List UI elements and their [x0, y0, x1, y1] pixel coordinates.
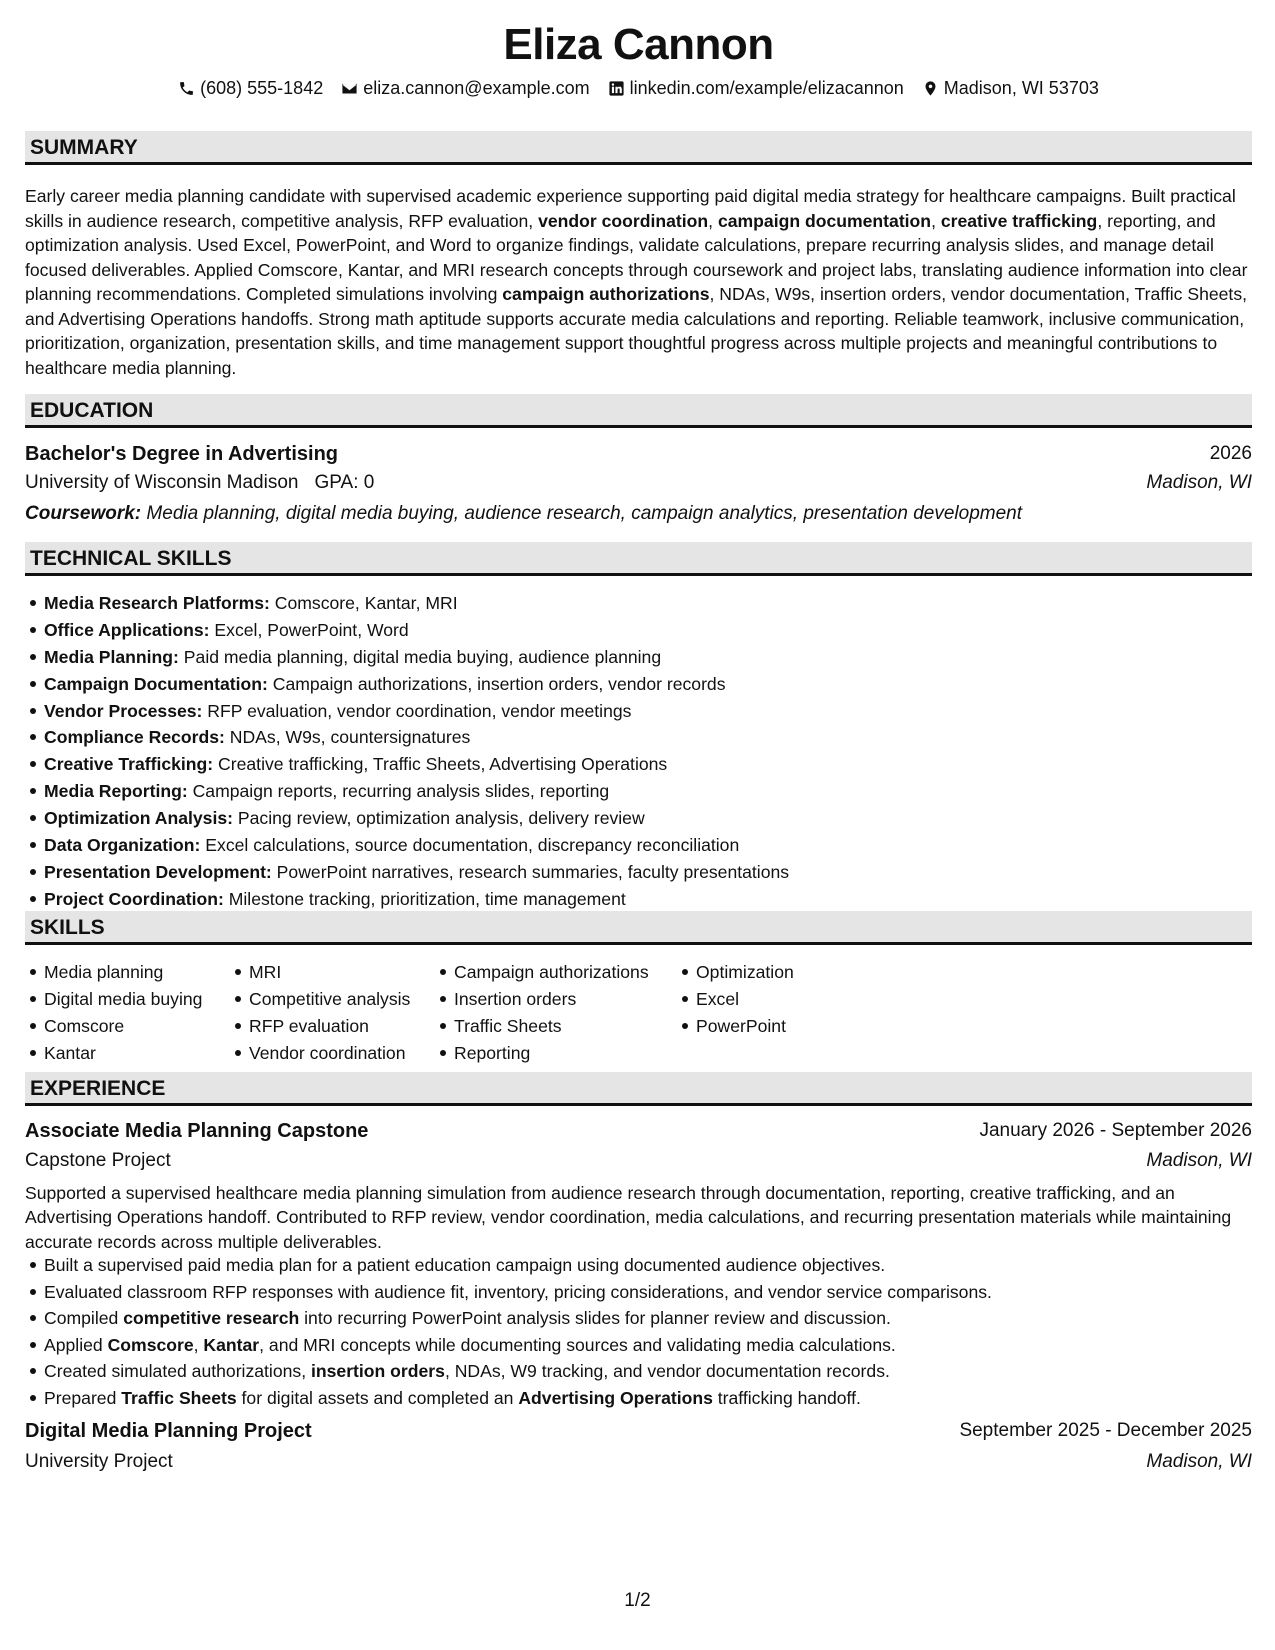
location-text: Madison, WI 53703 — [943, 78, 1099, 98]
experience-bullet-run: Applied — [44, 1334, 108, 1355]
experience-1-bullets — [25, 1252, 992, 1411]
summary-run: , reporting, and optimization analysis. Used Excel, PowerPoint, and Word to organize findings, validate calculations, prepare recurring analysis slides, and manage detail focused deliverables. Applied Comscore, Kantar, and MRI research concepts through coursework and project labs, translating audience information into clear planning recommendations. Completed simulations involving — [25, 210, 1248, 304]
experience-bullet-run: Advertising Operations — [518, 1387, 713, 1408]
experience-bullet-run: Evaluated classroom RFP responses with audience fit, inventory, pricing considerations, and vendor service comparisons. — [44, 1281, 992, 1302]
skill-item: Insertion orders — [454, 986, 649, 1013]
technical-skill-label: Presentation Development: — [44, 861, 272, 882]
technical-skill-value: Campaign reports, recurring analysis slides, reporting — [187, 781, 610, 802]
skill-item: RFP evaluation — [249, 1013, 410, 1040]
experience-bullet-run: Kantar — [203, 1334, 260, 1355]
experience-bullet-run: , NDAs, W9 tracking, and vendor documentation records. — [444, 1361, 890, 1381]
coursework-text: Media planning, digital media buying, audience research, campaign analytics, presentation development — [141, 503, 1023, 524]
experience-bullet-run: , and MRI concepts while documenting sources and validating media calculations. — [259, 1334, 896, 1355]
experience-1-title: Associate Media Planning Capstone — [25, 1120, 369, 1142]
skill-item: Media planning — [44, 959, 202, 986]
experience-bullet-run: for digital assets and completed an — [236, 1387, 519, 1408]
envelope-icon — [341, 80, 358, 97]
technical-skill-label: Compliance Records: — [44, 727, 225, 748]
school-name: University of Wisconsin Madison — [25, 472, 299, 493]
summary-run: , NDAs, W9s, insertion orders, vendor documentation, Traffic Sheets, and Advertising Operations handoffs. Strong math aptitude supports accurate media calculations and reporting. Reliable teamwork, inclusive communication, prioritization, organization, presentation skills, and time management support thoughtful progress across multiple projects and meaningful contributions to healthcare media planning. — [25, 284, 1248, 378]
technical-skill-value: Campaign authorizations, insertion orders, vendor records — [267, 673, 726, 694]
education-row-degree — [25, 443, 1252, 466]
education-row-school — [25, 472, 1252, 494]
technical-skill-item — [44, 805, 789, 832]
technical-skill-item — [44, 751, 789, 778]
summary-run: campaign documentation — [717, 210, 932, 231]
school-line — [25, 472, 374, 494]
technical-skill-item — [44, 886, 789, 913]
technical-skill-value: Milestone tracking, prioritization, time management — [223, 888, 626, 909]
summary-run: Early career media planning candidate with supervised academic experience supporting paid digital media strategy for healthcare campaigns. Built practical skills in audience research, competitive analysis, RFP evaluation, — [25, 186, 1236, 231]
technical-skill-item — [44, 832, 789, 859]
contact-email[interactable] — [341, 78, 589, 99]
skill-item: Kantar — [44, 1040, 202, 1067]
experience-1-location: Madison, WI — [1146, 1150, 1252, 1171]
technical-skill-label: Vendor Processes: — [44, 700, 203, 721]
technical-skill-label: Data Organization: — [44, 835, 201, 856]
map-pin-icon — [922, 80, 939, 97]
summary-paragraph — [25, 184, 1252, 380]
summary-run: vendor coordination — [538, 210, 709, 231]
skill-item: Competitive analysis — [249, 986, 410, 1013]
technical-skill-value: Comscore, Kantar, MRI — [269, 593, 458, 613]
experience-bullet-run: competitive research — [123, 1308, 300, 1328]
coursework-label: Coursework: — [25, 503, 142, 524]
technical-skill-value: Excel calculations, source documentation, discrepancy reconciliation — [200, 835, 740, 856]
experience-bullet — [44, 1358, 992, 1385]
technical-skill-value: NDAs, W9s, countersignatures — [224, 727, 471, 748]
experience-1-org: Capstone Project — [25, 1150, 171, 1171]
technical-skill-label: Optimization Analysis: — [44, 808, 233, 829]
technical-skill-label: Project Coordination: — [44, 888, 224, 909]
technical-skill-item — [44, 644, 789, 671]
technical-skill-label: Office Applications: — [44, 619, 210, 640]
skill-item: Excel — [696, 986, 794, 1013]
experience-1-dates: January 2026 - September 2026 — [979, 1120, 1252, 1141]
section-heading-skills: SKILLS — [25, 911, 1252, 945]
technical-skill-item — [44, 724, 789, 751]
experience-bullet-run: Prepared — [44, 1387, 122, 1408]
experience-2-org: University Project — [25, 1451, 173, 1472]
degree-title: Bachelor's Degree in Advertising — [25, 443, 338, 465]
experience-bullet-run: Created simulated authorizations, — [44, 1361, 311, 1381]
experience-bullet — [44, 1385, 992, 1412]
skills-column-2 — [230, 959, 410, 1067]
technical-skill-label: Creative Trafficking: — [44, 754, 214, 775]
linkedin-text[interactable]: linkedin.com/example/elizacannon — [629, 78, 904, 98]
section-heading-summary: SUMMARY — [25, 131, 1252, 165]
experience-bullet-run: Built a supervised paid media plan for a patient education campaign using documented audience objectives. — [44, 1255, 886, 1275]
skill-item: PowerPoint — [696, 1013, 794, 1040]
skill-item: Traffic Sheets — [454, 1013, 649, 1040]
section-heading-education: EDUCATION — [25, 394, 1252, 428]
experience-bullet — [44, 1305, 992, 1332]
candidate-name: Eliza Cannon — [503, 20, 774, 69]
page-number: 1/2 — [624, 1590, 651, 1611]
experience-bullet — [44, 1279, 992, 1306]
experience-2-subheader — [25, 1451, 1252, 1473]
contact-linkedin[interactable] — [608, 78, 904, 99]
phone-text: (608) 555-1842 — [200, 78, 324, 98]
technical-skill-item — [44, 617, 789, 644]
summary-run: campaign authorizations — [502, 284, 710, 304]
skill-item: Reporting — [454, 1040, 649, 1067]
technical-skill-label: Campaign Documentation: — [44, 673, 268, 694]
contact-phone — [178, 78, 323, 99]
experience-bullet — [44, 1332, 992, 1359]
skills-column-1 — [25, 959, 202, 1067]
skill-item: Vendor coordination — [249, 1040, 410, 1067]
experience-bullet-run: , — [193, 1334, 204, 1355]
experience-1-description: Supported a supervised healthcare media planning simulation from audience research through documentation, reporting, creative trafficking, and an Advertising Operations handoff. Contributed to RFP review, vendor coordination, media calculations, and recurring presentation materials while maintaining accurate records across multiple deliverables. — [25, 1183, 1232, 1252]
technical-skill-value: Paid media planning, digital media buying, audience planning — [178, 646, 662, 667]
skill-item: Optimization — [696, 959, 794, 986]
technical-skill-value: RFP evaluation, vendor coordination, vendor meetings — [202, 700, 632, 721]
school-location: Madison, WI — [1146, 472, 1252, 493]
experience-bullet-run: Traffic Sheets — [121, 1387, 237, 1408]
experience-1-header — [25, 1120, 1252, 1143]
summary-run: creative trafficking — [940, 210, 1098, 231]
technical-skills-list — [25, 590, 789, 913]
coursework-line — [25, 503, 1022, 525]
skill-item: MRI — [249, 959, 410, 986]
skill-item: Campaign authorizations — [454, 959, 649, 986]
experience-1-subheader — [25, 1150, 1252, 1172]
technical-skill-label: Media Planning: — [44, 646, 179, 667]
linkedin-icon — [608, 80, 625, 97]
experience-bullet-run: Compiled — [44, 1308, 124, 1328]
summary-run: , — [931, 210, 941, 231]
experience-2-location: Madison, WI — [1146, 1451, 1252, 1472]
skills-column-3 — [435, 959, 649, 1067]
technical-skill-label: Media Research Platforms: — [44, 593, 270, 613]
technical-skill-value: Excel, PowerPoint, Word — [209, 619, 409, 640]
section-heading-experience: EXPERIENCE — [25, 1072, 1252, 1106]
email-text[interactable]: eliza.cannon@example.com — [363, 78, 590, 98]
experience-2-title: Digital Media Planning Project — [25, 1420, 312, 1442]
experience-2-dates: September 2025 - December 2025 — [959, 1420, 1252, 1441]
skills-column-4 — [677, 959, 794, 1040]
summary-run: , — [708, 210, 718, 231]
technical-skill-item — [44, 859, 789, 886]
experience-bullet-run: trafficking handoff. — [712, 1387, 861, 1408]
graduation-year: 2026 — [1209, 443, 1252, 464]
technical-skill-item — [44, 671, 789, 698]
experience-bullet — [44, 1252, 992, 1279]
skill-item: Comscore — [44, 1013, 202, 1040]
contact-location — [922, 78, 1099, 99]
experience-bullet-run: into recurring PowerPoint analysis slides for planner review and discussion. — [299, 1308, 891, 1328]
gpa: GPA: 0 — [314, 472, 375, 493]
technical-skill-item — [44, 698, 789, 725]
experience-bullet-run: Comscore — [107, 1334, 194, 1355]
phone-icon — [178, 80, 195, 97]
experience-bullet-run: insertion orders — [310, 1361, 445, 1381]
technical-skill-value: Creative trafficking, Traffic Sheets, Advertising Operations — [213, 754, 668, 775]
contact-bar — [25, 78, 1252, 99]
technical-skill-item — [44, 778, 789, 805]
technical-skill-label: Media Reporting: — [44, 781, 188, 802]
technical-skill-value: Pacing review, optimization analysis, delivery review — [233, 808, 645, 829]
technical-skill-item — [44, 590, 789, 617]
skill-item: Digital media buying — [44, 986, 202, 1013]
technical-skill-value: PowerPoint narratives, research summaries, faculty presentations — [271, 861, 790, 882]
section-heading-technical-skills: TECHNICAL SKILLS — [25, 542, 1252, 576]
experience-2-header — [25, 1420, 1252, 1443]
